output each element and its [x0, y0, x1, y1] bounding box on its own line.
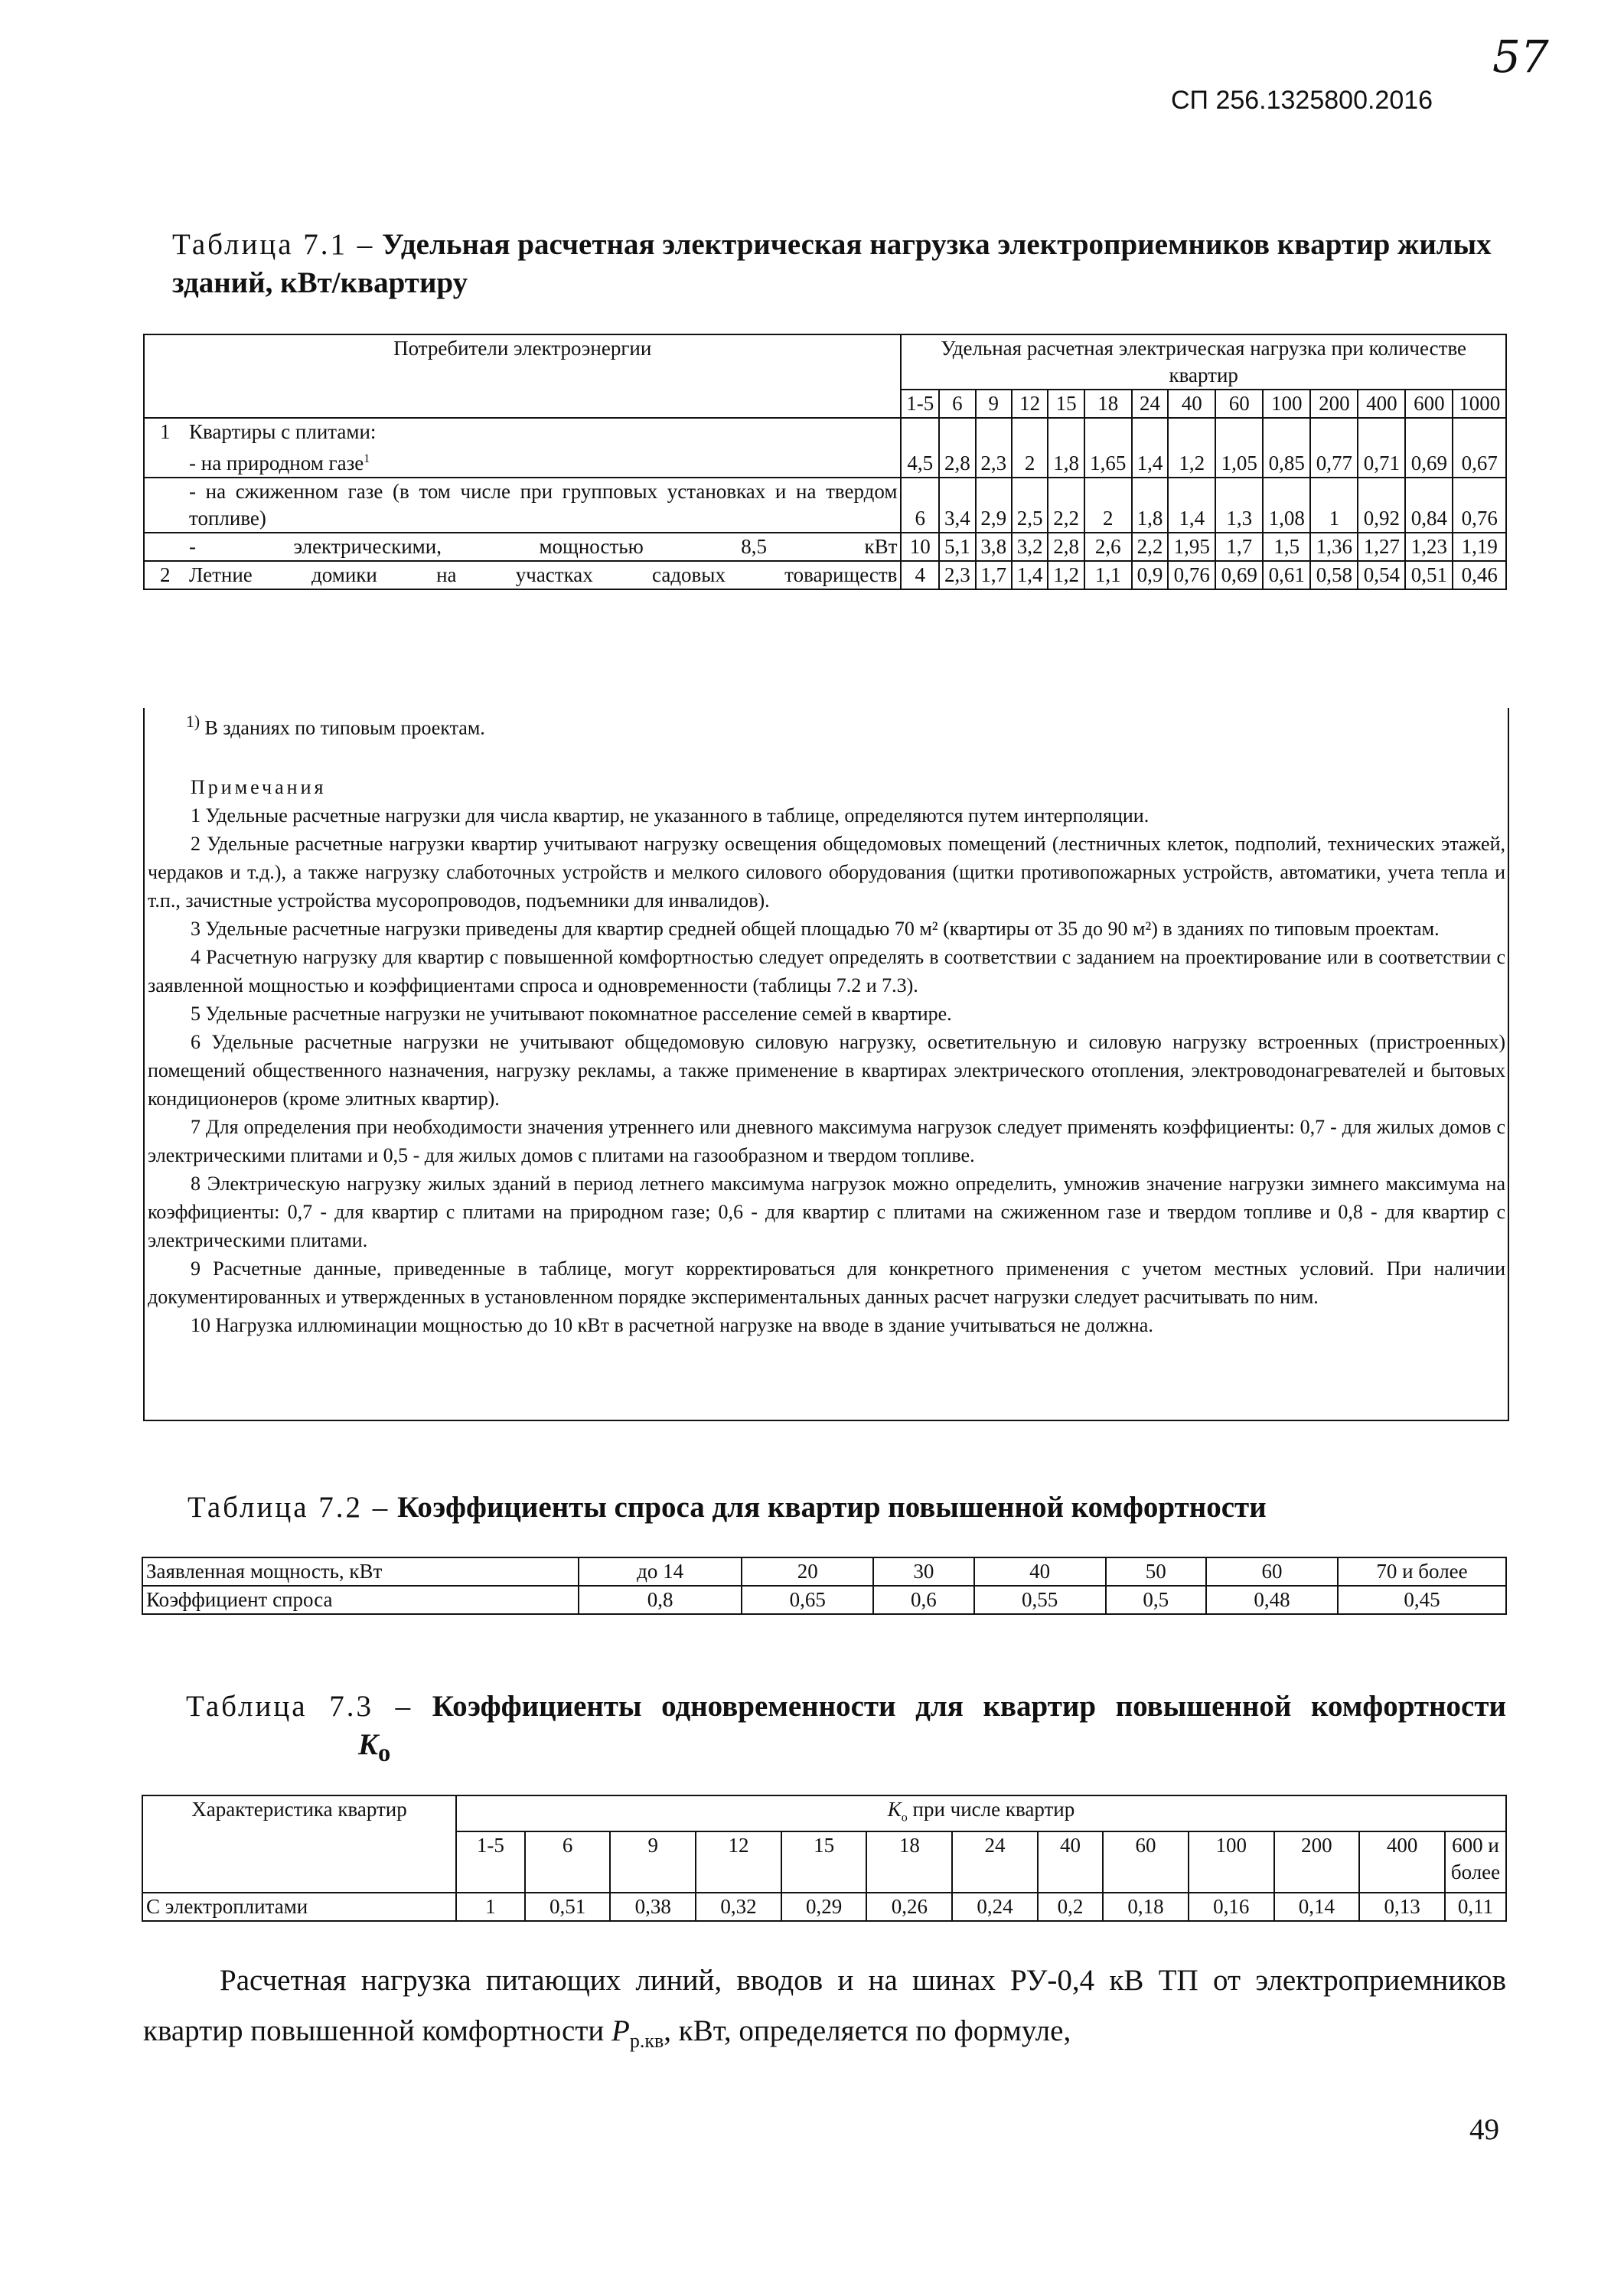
k-symbol: K [358, 1728, 379, 1761]
value-cell: 1,4 [1168, 478, 1215, 533]
table2-label: Таблица 7.2 – [188, 1491, 390, 1524]
header-consumers: Потребители электроэнергии [144, 334, 901, 418]
row-number: 2 [144, 561, 186, 589]
value-cell: 60 [1206, 1557, 1338, 1586]
note-item: 9 Расчетные данные, приведенные в таблице, могут корректироваться для конкретного применения с учетом местных условий. При наличии документированных и утвержденных в установленном порядке экспериментальных данных расчет нагрузки следует расчитывать по ним. [148, 1257, 1505, 1308]
value-cell: 1,05 [1215, 418, 1263, 478]
header-characteristic: Характеристика квартир [142, 1795, 456, 1893]
header-count: 1-5 [456, 1831, 525, 1893]
value-cell: 50 [1106, 1557, 1206, 1586]
table-row [142, 1586, 1506, 1614]
note-item: 10 Нагрузка иллюминации мощностью до 10 кВт в расчетной нагрузке на вводе в здание учитываться не должна. [191, 1313, 1153, 1336]
footnote-text: В зданиях по типовым проектам. [204, 716, 485, 739]
value-cell: 2,9 [976, 478, 1012, 533]
header-count: 600 и более [1445, 1831, 1506, 1893]
note-item: 1 Удельные расчетные нагрузки для числа квартир, не указанного в таблице, определяются путем интерполяции. [191, 804, 1150, 827]
header-count: 24 [1132, 390, 1168, 418]
value-cell: 0,69 [1215, 561, 1263, 589]
table-row [144, 478, 1506, 533]
value-cell: до 14 [579, 1557, 742, 1586]
header-count: 18 [1084, 390, 1132, 418]
row-label: С электроплитами [142, 1893, 456, 1921]
value-cell: 4 [901, 561, 939, 589]
header-count: 6 [939, 390, 975, 418]
value-cell: 0,54 [1358, 561, 1405, 589]
footnote [148, 708, 1505, 742]
value-cell: 0,13 [1359, 1893, 1445, 1921]
table1-notes [143, 708, 1509, 1421]
k-sub: o [378, 1739, 391, 1767]
value-cell: 0,58 [1310, 561, 1358, 589]
value-cell: 1,4 [1012, 561, 1048, 589]
value-cell: 1,5 [1263, 533, 1310, 561]
value-cell: 0,71 [1358, 418, 1405, 478]
value-cell: 2,8 [939, 418, 975, 478]
row-label: Коэффициент спроса [142, 1586, 579, 1614]
header-k [456, 1795, 1506, 1831]
value-cell: 1,4 [1132, 418, 1168, 478]
value-cell: 1,8 [1132, 478, 1168, 533]
value-cell: 0,55 [974, 1586, 1106, 1614]
header-count: 600 [1405, 390, 1453, 418]
formula-symbol: P [611, 2014, 630, 2047]
row-label: - электрическими, мощностью 8,5 кВт [186, 533, 901, 561]
value-cell: 1,7 [976, 561, 1012, 589]
value-cell: 1,27 [1358, 533, 1405, 561]
row-label: Летние домики на участках садовых товариществ [186, 561, 901, 589]
value-cell: 2,3 [976, 418, 1012, 478]
value-cell: 2 [1084, 478, 1132, 533]
footnote-ref: 1 [364, 452, 370, 465]
value-cell: 2,8 [1048, 533, 1084, 561]
value-cell: 0,18 [1103, 1893, 1189, 1921]
value-cell: 0,51 [1405, 561, 1453, 589]
value-cell: 20 [742, 1557, 873, 1586]
note-item: 5 Удельные расчетные нагрузки не учитывают покомнатное расселение семей в квартире. [191, 1002, 952, 1025]
header-count: 6 [525, 1831, 611, 1893]
header-count: 60 [1215, 390, 1263, 418]
note-item: 8 Электрическую нагрузку жилых зданий в период летнего максимума нагрузок можно определить, умножив значение нагрузки зимнего максимума на коэффициенты: 0,7 - для квартир с плитами на природном газе; 0,6 - для квартир с плитами на сжиженном газе и твердом топливе и 0,8 - для квартир с электрическими плитами. [148, 1172, 1505, 1251]
row-label [186, 418, 901, 478]
note-item: 2 Удельные расчетные нагрузки квартир учитывают нагрузку освещения общедомовых помещений (лестничных клеток, подполий, технических этажей, чердаков и т.д.), а также нагрузку слаботочных устройств и мелкого силового оборудования (щитки противопожарных устройств, автоматики, учета тепла и т.п., зачистные устройства мусоропроводов, подъемники для инвалидов). [148, 832, 1505, 912]
value-cell: 1,65 [1084, 418, 1132, 478]
table-7-3 [142, 1795, 1507, 1922]
header-count: 1-5 [901, 390, 939, 418]
table-header-row [144, 334, 1506, 390]
value-cell: 0,8 [579, 1586, 742, 1614]
body-paragraph [143, 1955, 1506, 2066]
value-cell: 1,08 [1263, 478, 1310, 533]
value-cell: 4,5 [901, 418, 939, 478]
header-count: 9 [976, 390, 1012, 418]
value-cell: 0,6 [873, 1586, 973, 1614]
value-cell: 1 [1310, 478, 1358, 533]
header-load: Удельная расчетная электрическая нагрузка при количестве квартир [901, 334, 1506, 390]
paragraph-text: Расчетная нагрузка питающих линий, вводов и на шинах РУ-0,4 кВ ТП от электроприемников квартир повышенной комфортности [143, 1964, 1506, 2047]
header-count: 12 [696, 1831, 781, 1893]
document-code: СП 256.1325800.2016 [1171, 86, 1433, 115]
value-cell: 0,26 [866, 1893, 952, 1921]
value-cell: 0,16 [1189, 1893, 1274, 1921]
value-cell: 1,3 [1215, 478, 1263, 533]
value-cell: 0,51 [525, 1893, 611, 1921]
table-7-2 [142, 1557, 1507, 1615]
value-cell: 0,29 [781, 1893, 867, 1921]
value-cell: 0,5 [1106, 1586, 1206, 1614]
note-item: 3 Удельные расчетные нагрузки приведены для квартир средней общей площадью 70 м² (квартиры от 35 до 90 м²) в зданиях по типовым проектам. [191, 917, 1440, 940]
value-cell: 40 [974, 1557, 1106, 1586]
value-cell: 0,11 [1445, 1893, 1506, 1921]
value-cell: 2,2 [1048, 478, 1084, 533]
header-count: 40 [1038, 1831, 1103, 1893]
value-cell: 0,45 [1338, 1586, 1506, 1614]
value-cell: 0,65 [742, 1586, 873, 1614]
k-symbol: K [887, 1798, 902, 1821]
table3-title [186, 1688, 1506, 1767]
value-cell: 5,1 [939, 533, 975, 561]
header-count: 12 [1012, 390, 1048, 418]
k-sub: o [901, 1811, 908, 1825]
table-row [142, 1557, 1506, 1586]
header-count: 15 [1048, 390, 1084, 418]
value-cell: 1,95 [1168, 533, 1215, 561]
page-number: 49 [1469, 2113, 1499, 2146]
value-cell: 0,67 [1453, 418, 1506, 478]
value-cell: 0,69 [1405, 418, 1453, 478]
table-row [144, 533, 1506, 561]
handwritten-page-number: 57 [1492, 31, 1549, 83]
value-cell: 0,38 [610, 1893, 696, 1921]
value-cell: 0,48 [1206, 1586, 1338, 1614]
header-k-text: при числе квартир [912, 1798, 1075, 1821]
value-cell: 1,19 [1453, 533, 1506, 561]
header-count: 24 [952, 1831, 1038, 1893]
value-cell: 0,85 [1263, 418, 1310, 478]
paragraph-tail: , кВт, определяется по формуле, [664, 2014, 1071, 2047]
header-count: 100 [1189, 1831, 1274, 1893]
row-number: 1 [144, 418, 186, 478]
table-header-row [142, 1795, 1506, 1831]
table3-label: Таблица 7.3 – [186, 1690, 413, 1723]
value-cell: 1,8 [1048, 418, 1084, 478]
table-row [144, 418, 1506, 478]
value-cell: 70 и более [1338, 1557, 1506, 1586]
value-cell: 0,77 [1310, 418, 1358, 478]
table2-title [188, 1489, 1523, 1527]
header-count: 1000 [1453, 390, 1506, 418]
value-cell: 6 [901, 478, 939, 533]
row-head: Квартиры с плитами: [189, 420, 377, 443]
row-label: Заявленная мощность, кВт [142, 1557, 579, 1586]
table1-label: Таблица 7.1 – [172, 228, 375, 261]
table-7-1 [143, 334, 1507, 590]
header-count: 40 [1168, 390, 1215, 418]
row-number [144, 533, 186, 561]
formula-sub: р.кв [629, 2029, 664, 2052]
value-cell: 0,46 [1453, 561, 1506, 589]
value-cell: 2,2 [1132, 533, 1168, 561]
footnote-mark: 1) [186, 713, 201, 731]
table-row [142, 1893, 1506, 1921]
table1-title-text: Удельная расчетная электрическая нагрузка электроприемников квартир жилых зданий, кВт/квартиру [172, 228, 1492, 299]
value-cell: 2,6 [1084, 533, 1132, 561]
note-item: 7 Для определения при необходимости значения утреннего или дневного максимума нагрузок следует применять коэффициенты: 0,7 - для жилых домов с электрическими плитами и 0,5 - для жилых домов с плитами на газообразном и твердом топливе. [148, 1115, 1505, 1166]
header-count: 60 [1103, 1831, 1189, 1893]
table-row [144, 561, 1506, 589]
value-cell: 0,92 [1358, 478, 1405, 533]
header-count: 400 [1358, 390, 1405, 418]
row-label: - на сжиженном газе (в том числе при групповых установках и на твердом топливе) [186, 478, 901, 533]
value-cell: 0,2 [1038, 1893, 1103, 1921]
value-cell: 0,9 [1132, 561, 1168, 589]
value-cell: 10 [901, 533, 939, 561]
value-cell: 1 [456, 1893, 525, 1921]
header-count: 400 [1359, 1831, 1445, 1893]
row-label-text: - на природном газе [189, 452, 364, 475]
value-cell: 3,8 [976, 533, 1012, 561]
header-count: 9 [610, 1831, 696, 1893]
header-count: 200 [1310, 390, 1358, 418]
note-item: 6 Удельные расчетные нагрузки не учитывают общедомовую силовую нагрузку, осветительную и силовую нагрузку встроенных (пристроенных) помещений общественного назначения, нагрузку рекламы, а также применение в квартирах электрического отопления, электроводонагревателей и бытовых кондиционеров (кроме элитных квартир). [148, 1030, 1505, 1110]
value-cell: 0,32 [696, 1893, 781, 1921]
value-cell: 0,76 [1453, 478, 1506, 533]
value-cell: 1,23 [1405, 533, 1453, 561]
value-cell: 1,7 [1215, 533, 1263, 561]
value-cell: 0,76 [1168, 561, 1215, 589]
header-count: 200 [1274, 1831, 1360, 1893]
value-cell: 0,14 [1274, 1893, 1360, 1921]
note-item: 4 Расчетную нагрузку для квартир с повышенной комфортностью следует определять в соответствии с заданием на проектирование или в соответствии с заявленной мощностью и коэффициентами спроса и одновременности (таблицы 7.2 и 7.3). [148, 945, 1505, 996]
table3-title-text: Коэффициенты одновременности для квартир повышенной комфортности [432, 1690, 1506, 1723]
value-cell: 1,2 [1048, 561, 1084, 589]
value-cell: 3,4 [939, 478, 975, 533]
value-cell: 1,2 [1168, 418, 1215, 478]
value-cell: 2,5 [1012, 478, 1048, 533]
value-cell: 0,61 [1263, 561, 1310, 589]
value-cell: 2,3 [939, 561, 975, 589]
row-number [144, 478, 186, 533]
value-cell: 1,36 [1310, 533, 1358, 561]
value-cell: 2 [1012, 418, 1048, 478]
table2-title-text: Коэффициенты спроса для квартир повышенной комфортности [397, 1491, 1267, 1524]
table1-title [172, 226, 1508, 302]
value-cell: 3,2 [1012, 533, 1048, 561]
header-count: 18 [866, 1831, 952, 1893]
value-cell: 1,1 [1084, 561, 1132, 589]
notes-heading: Примечания [191, 775, 327, 798]
header-count: 100 [1263, 390, 1310, 418]
value-cell: 0,84 [1405, 478, 1453, 533]
value-cell: 0,24 [952, 1893, 1038, 1921]
value-cell: 30 [873, 1557, 973, 1586]
header-count: 15 [781, 1831, 867, 1893]
